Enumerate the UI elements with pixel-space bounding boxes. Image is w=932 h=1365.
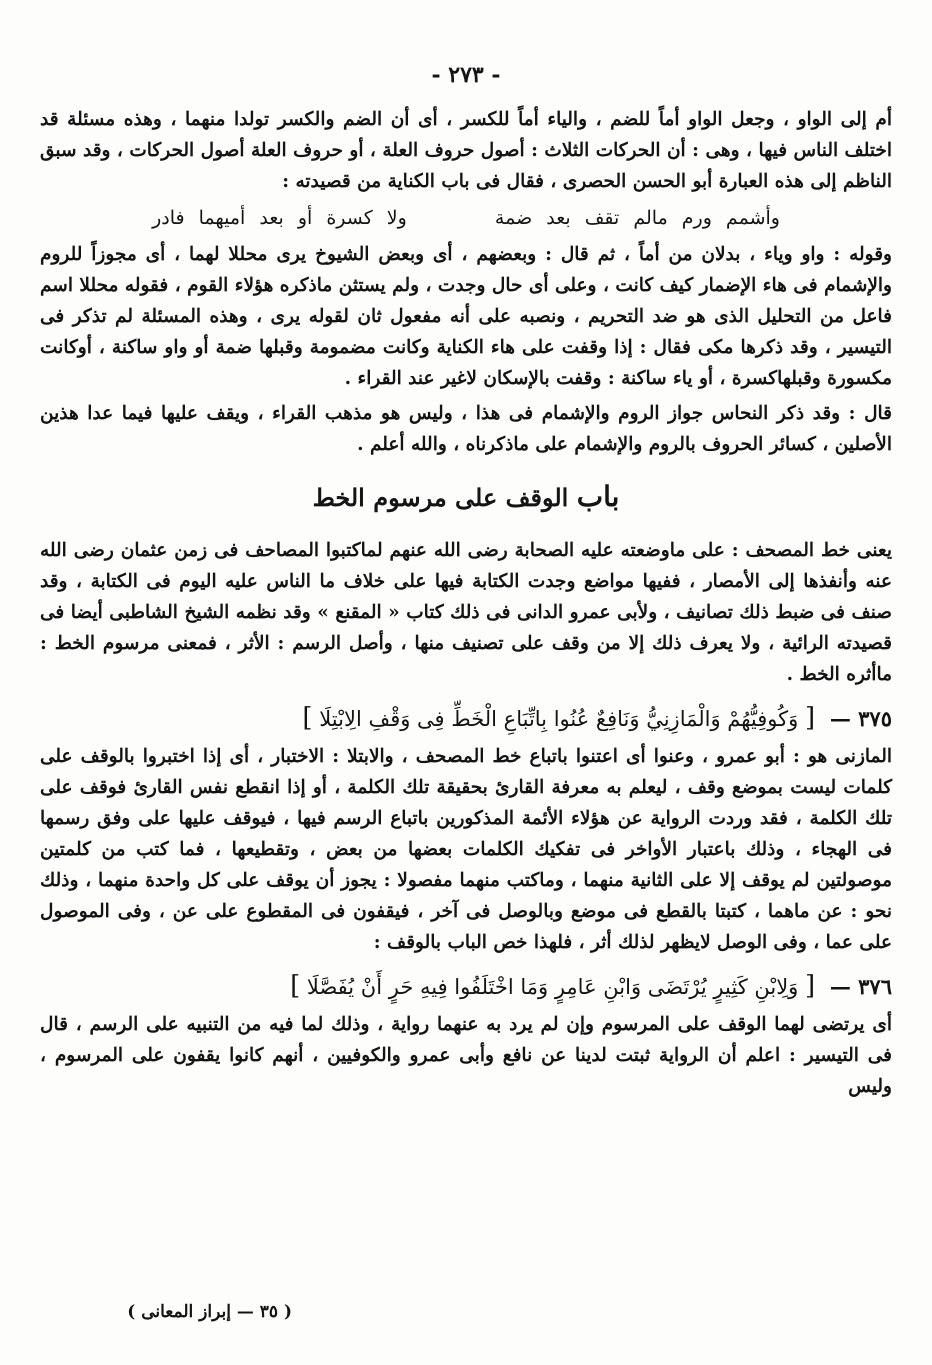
paragraph-verse-376-commentary: أى يرتضى لهما الوقف على المرسوم وإن لم يرد به عنهما رواية ، وذلك لما فيه من التنبيه على الرسم ، قال فى التيسير : اعلم أن الرواية ثبتت لدينا عن نافع وأبى عمرو والكوفيين ، أنهم كانوا يقفون على المرسوم ، وليس — [40, 1014, 892, 1097]
verse-text-375: وَكُوفِيُّهُمْ وَالْمَازِنِيُّ وَنَافِعٌ عُنُوا بِاتِّبَاعِ الْخَطِّ فِى وَقْفِ الِابْتِلَا — [319, 707, 799, 731]
verse-375: ٣٧٥ — [ وَكُوفِيُّهُمْ وَالْمَازِنِيُّ وَنَافِعٌ عُنُوا بِاتِّبَاعِ الْخَطِّ فِى وَقْفِ الِابْتِلَا ] — [302, 703, 892, 733]
chapter-title — [40, 480, 892, 513]
paragraph-nahhas: قال : وقد ذكر النحاس جواز الروم والإشمام فى هذا ، وليس هو مذهب القراء ، ويقف عليها فيما عدا هذين الأصلين ، كسائر الحروف بالروم والإشمام على ماذكرناه ، والله أعلم . — [40, 403, 892, 455]
verse-text-376: وَلِابْنِ كَثِيرٍ يُرْتَضَى وَابْنِ عَامِرٍ وَمَا اخْتَلَفُوا فِيهِ حَرٍ أَنْ يُفَصَّلَا — [306, 975, 799, 999]
paragraph-chapter-intro: يعنى خط المصحف : على ماوضعته عليه الصحابة رضى الله عنهم لماكتبوا المصاحف فى زمن عثمان رضى الله عنه وأنفذها إلى الأمصار ، ففيها مواضع وجدت الكتابة فيها على خلاف ما الناس عليه اليوم فى الكتابة ، وقد صنف فى ضبط ذلك تصانيف ، ولأبى عمرو الدانى فى ذلك كتاب « المقنع » وقد نظمه الشيخ الشاطبى أيضا فى قصيدته الرائية ، ولا يعرف ذلك إلا من وقف على تصنيف منها ، وأصل الرسم : الأثر ، فمعنى مرسوم الخط : ماأثره الخط . — [40, 540, 892, 685]
paragraph-intro: أم إلى الواو ، وجعل الواو أماً للضم ، والياء أماً للكسر ، أى أن الضم والكسر تولدا منهما ، وهذه مسئلة قد اختلف الناس فيها ، وهى : أن الحركات الثلاث : أصول حروف العلة ، أو حروف العلة أصول الحركات ، وقد سبق الناظم إلى هذه العبارة أبو الحسن الحصرى ، فقال فى باب الكناية من قصيدته : — [40, 109, 892, 192]
verse-number-376: ٣٧٦ — — [829, 974, 892, 999]
verse-number-375: ٣٧٥ — — [829, 706, 892, 731]
page-footer: ( ٣٥ — إبراز المعانى ) — [127, 1302, 292, 1322]
poem-line — [40, 201, 892, 235]
page-number: - ٢٧٣ - — [431, 62, 501, 88]
paragraph-commentary: وقوله : واو وياء ، بدلان من أماً ، ثم قال : وبعضهم ، أى وبعض الشيوخ يرى محللا لهما ، أى مجوزاً للروم والإشمام فى هاء الإضمار كيف كانت ، وعلى أى حال وجدت ، ولم يستثن ماذكره هؤلاء القوم ، فقوله محللا اسم فاعل من التحليل الذى هو ضد التحريم ، ونصبه على أنه مفعول ثان لقوله يرى ، وهذه المسئلة لم تذكر فى التيسير ، وقد ذكرها مكى فقال : إذا وقفت على هاء الكناية وكانت مضمومة وقبلها ضمة أو واو ساكنة ، أوكانت مكسورة وقبلهاكسرة ، أو ياء ساكنة : وقفت بالإسكان لاغير عند القراء . — [40, 244, 892, 389]
poem-hemistich-second: ولا كسرة أو بعد أميهما فادر — [152, 207, 407, 229]
paragraph-verse-375-commentary: المازنى هو : أبو عمرو ، وعنوا أى اعتنوا باتباع خط المصحف ، والابتلا : الاختبار ، أى إذا اختبروا بالوقف على كلمات ليست بموضع وقف ، ليعلم به معرفة القارئ بحقيقة تلك الكلمة ، أو إذا انقطع نفس القارئ فوقف على تلك الكلمة ، فقد وردت الرواية عن هؤلاء الأئمة المذكورين باتباع الرسم فيها ، فيوقف عليها على وفق رسمها فى الهجاء ، وذلك باعتبار الأواخر فى تفكيك الكلمات بعضها من بعض ، وتقطيعها ، فما كتب من كلمتين موصولتين لم يوقف إلا على الثانية منهما ، وماكتب منهما مفصولا : يجوز أن يوقف على كل واحدة منهما ، وذلك نحو : عن ماهما ، كتبتا بالقطع فى موضع وبالوصل فى آخر ، فيقفون فى المقطوع على عن ، وفى الموصول على عما ، وفى الوصل لايظهر لذلك أثر ، فلهذا خص الباب بالوقف : — [40, 746, 892, 953]
page — [40, 56, 892, 1336]
poem-hemistich-first: وأشمم ورم مالم تقف بعد ضمة — [494, 207, 780, 229]
chapter-title-text: الوقف على مرسوم الخط — [312, 483, 569, 512]
chapter-bab: باب — [576, 480, 620, 513]
verse-376: ٣٧٦ — [ وَلِابْنِ كَثِيرٍ يُرْتَضَى وَابْنِ عَامِرٍ وَمَا اخْتَلَفُوا فِيهِ حَرٍ أَنْ يُفَصَّلَا ] — [290, 971, 892, 1001]
